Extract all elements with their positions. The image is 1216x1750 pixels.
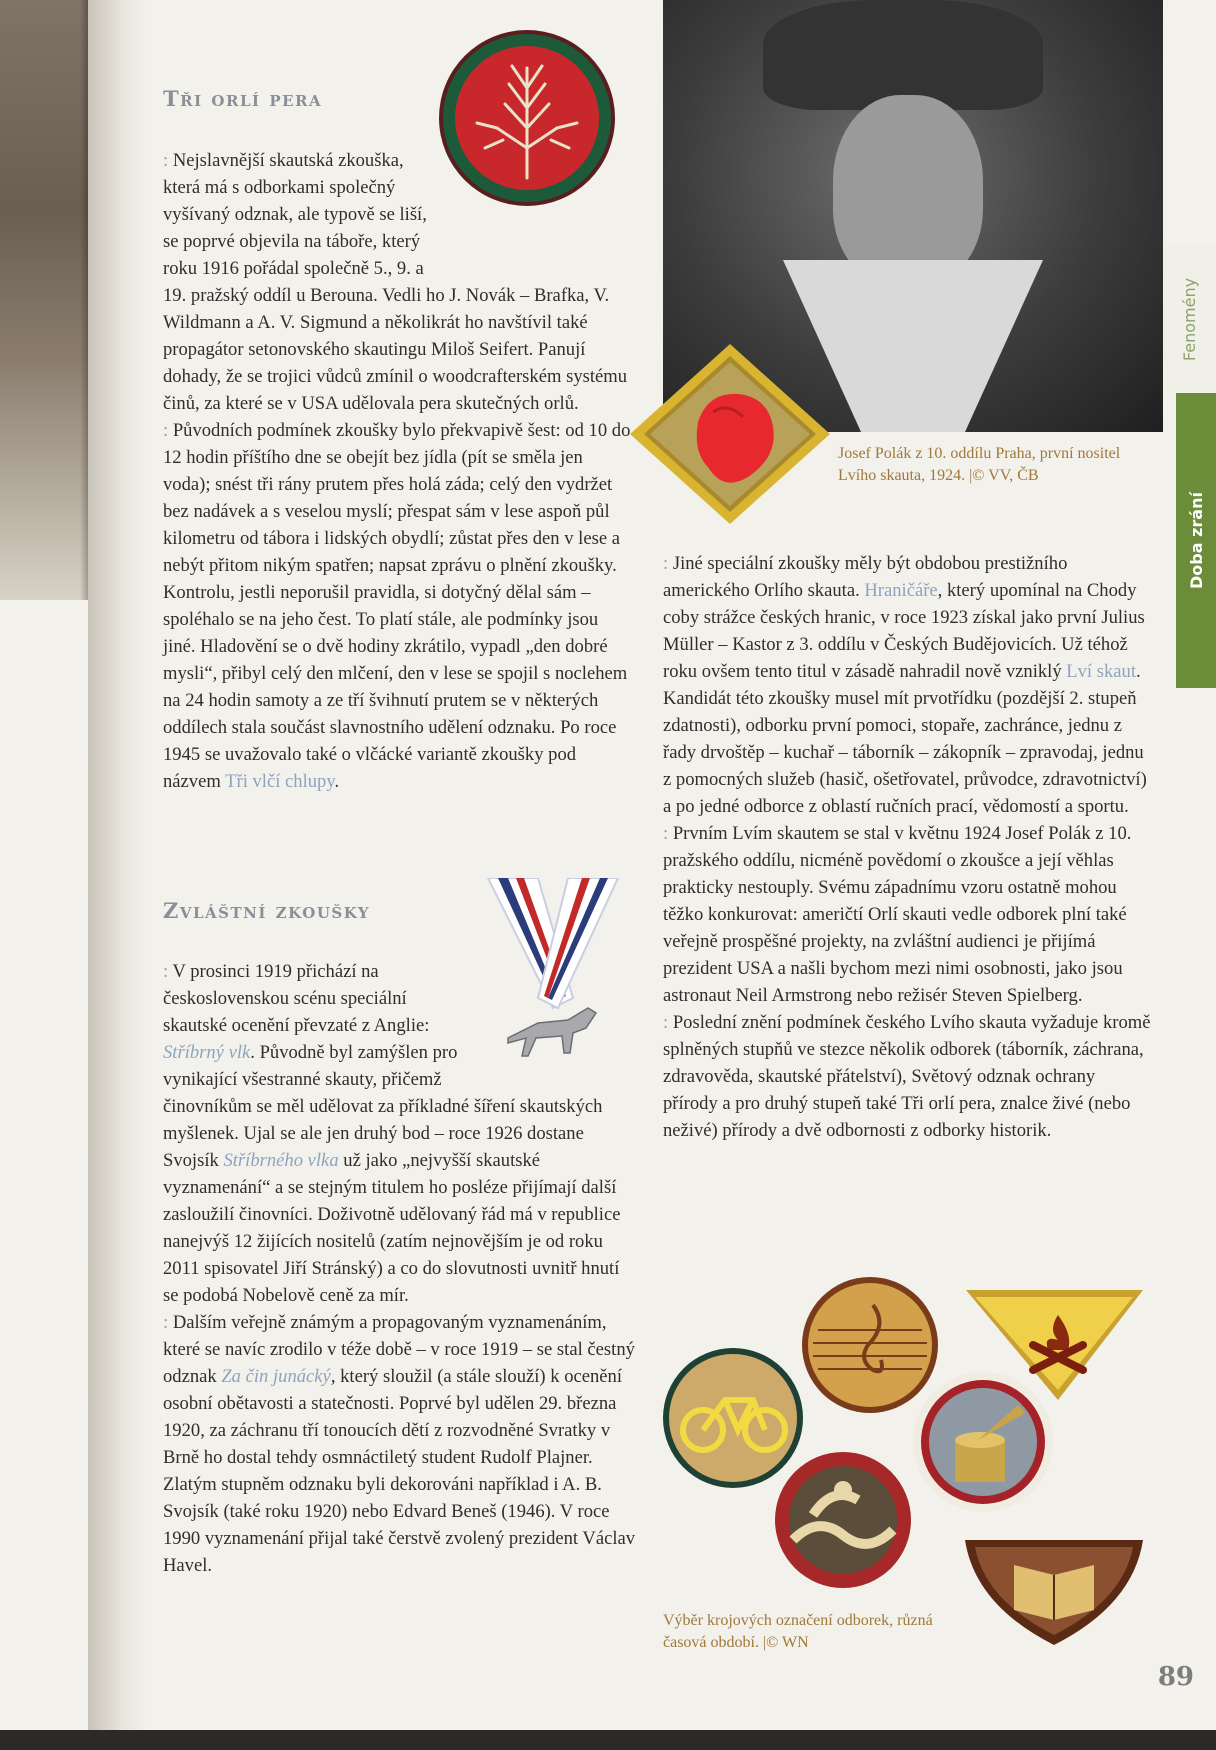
badges-caption: Výběr krojových označení odborek, různá časová období. |© WN	[663, 1612, 933, 1651]
bicycle-patch-icon	[663, 1348, 803, 1488]
paragraph-marker: :	[163, 961, 173, 982]
section-title-zvlastni-zkousky: Zvláštní zkoušky	[163, 898, 371, 923]
paragraph	[163, 147, 633, 417]
right-column-text	[663, 550, 1153, 1144]
paragraph	[663, 550, 1153, 820]
term-tri-vlci-chlupy: Tři vlčí chlupy	[225, 771, 335, 792]
axe-stump-patch-icon	[913, 1372, 1053, 1512]
paragraph-text: . Původně byl zamýšlen pro vynikající všestranné skauty, přičemž činovníkům se měl udělovat za příkladné šíření skautských myšlenek. Ujal se ale jen druhý bod – roce 1926 dostane Svojsík	[163, 1042, 603, 1171]
tab-doba-zrani[interactable]	[1176, 393, 1216, 688]
paragraph-text: .	[334, 771, 340, 792]
paragraph-marker: :	[663, 1012, 673, 1033]
paragraph-text: už jako „nejvyšší skautské vyznamenání“ a se stejným titulem ho posléze přijímají další zasloužilí činovníci. Doživotně udělovaný řád má v republice nanejvýš 12 žijících nositelů (zatím nejnovějším je od roku 2011 spisovatel Jiří Stránský) a co do slovutnosti uvnitř hnutí se podobá Nobelově ceně za mír.	[163, 1150, 621, 1306]
paragraph-marker: :	[163, 150, 173, 171]
term-lvi-skaut: Lví skaut	[1066, 661, 1136, 682]
float-spacer	[433, 147, 633, 257]
paragraph-text: Prvním Lvím skautem se stal v květnu 1924 Josef Polák z 10. pražského oddílu, nicméně povědomí o zkoušce a její věhlas prakticky nestouply. Svému západnímu vzoru ostatně mohou těžko konkurovat: američtí Orlí skauti vedle odborek plní také veřejně prospěšné projekty, na zvláštní audienci je přijímá prezident USA a našli bychom mezi nimi osobnosti, jako jsou astronaut Neil Armstrong nebo režisér Steven Spielberg.	[663, 823, 1132, 1006]
photo-caption: Josef Polák z 10. oddílu Praha, první nositel Lvího skauta, 1924. |© VV, ČB	[838, 445, 1121, 484]
paragraph-text: Poslední znění podmínek českého Lvího skauta vyžaduje kromě splněných stupňů ve stezce několik odborek (táborník, záchrana, zdravověda, skautské přátelství), Světový odznak ochrany přírody a pro druhý stupeň také Tři orlí pera, znalce živé (nebo neživé) přírody a dvě odbornosti z odborky historik.	[663, 1012, 1151, 1141]
tab-label: Fenomény	[1180, 277, 1200, 361]
paragraph-marker: :	[163, 420, 173, 441]
paragraph-text: Jiné speciální zkoušky měly být obdobou prestižního amerického Orlího skauta.	[663, 553, 1068, 601]
previous-page-photo-edge	[0, 0, 88, 600]
merit-badges-collage	[663, 1275, 1153, 1660]
paragraph-text: , který upomínal na Chody coby strážce českých hranic, v roce 1923 získal jako první Julius Müller – Kastor z 3. oddílu v Českých Budějovicích. Už téhož roku ovšem tento titul v zásadě nahradil nově vzniklý	[663, 580, 1145, 682]
term-stribrny-vlk: Stříbrný vlk	[163, 1042, 251, 1063]
swimmer-patch-icon	[775, 1452, 911, 1588]
paragraph-text: . Kandidát této zkoušky musel mít prvotřídku (pozdější 2. stupeň zdatnosti), odborku první pomoci, stopaře, zachránce, jednu z řady drvoštěp – kuchař – táborník – zákopník – zpravodaj, jednu z pomocných služeb (hasič, ošetřovatel, průvodce, zdravotnictví) a po jedné odborce z oblastí ručních prací, vědomostí a sportu.	[663, 661, 1147, 817]
term-hranicar: Hraničáře	[864, 580, 938, 601]
section-orli-text	[163, 147, 633, 795]
page-number: 89	[1157, 1662, 1194, 1692]
tab-label: Doba zrání	[1186, 492, 1206, 589]
paragraph-text: Nejslavnější skautská zkouška, která má s odborkami společný vyšívaný odznak, ale typově se liší, se poprvé objevila na táboře, který roku 1916 pořádal společně 5., 9. a 19. pražský oddíl u Berouna. Vedli ho J. Novák – Brafka, V. Wildmann a A. V. Sigmund a několikrát ho navštívil také propagátor setonovského skautingu Miloš Seifert. Panují dohady, že se trojici vůdců zmínil o woodcrafterském systému činů, za které se v USA udělovala pera skutečných orlů.	[163, 150, 628, 414]
lion-patch-icon	[628, 342, 832, 526]
paragraph-marker: :	[663, 823, 673, 844]
paragraph	[163, 417, 633, 795]
tab-fenomeny[interactable]	[1163, 245, 1216, 393]
paragraph	[663, 820, 1153, 1009]
paragraph-text: Dalším veřejně známým a propagovaným vyznamenáním, které se navíc zrodilo v téže době – v roce 1919 – se stal čestný odznak	[163, 1312, 635, 1387]
paragraph-text: , který sloužil (a stále slouží) k ocenění osobní obětavosti a statečnosti. Poprvé byl udělen 29. března 1920, za záchranu tří tonoucích dětí z rozvodněné Svratky v Brně ho dostal tehdy osmnáctiletý student Rudolf Plajner. Zlatým stupněm odznaku byli dekorováni například i A. B. Svojsík (také roku 1920) nebo Edvard Beneš (1946). V roce 1990 vyznamenání přijal také čerstvě zvolený prezident Václav Havel.	[163, 1366, 636, 1576]
section-zvlastni-text	[163, 958, 638, 1579]
term-za-cin-junacky: Za čin junácký	[221, 1366, 331, 1387]
term-stribrneho-vlka: Stříbrného vlka	[223, 1150, 339, 1171]
paragraph-marker: :	[663, 553, 673, 574]
book-patch-icon	[965, 1540, 1143, 1645]
paragraph-text: V prosinci 1919 přichází na československou scénu speciální skautské ocenění převzaté z Anglie:	[163, 961, 430, 1036]
section-title-tri-orli-pera: Tři orlí pera	[163, 86, 323, 111]
paragraph-text: Původních podmínek zkoušky bylo překvapivě šest: od 10 do 12 hodin příštího dne se obejít bez jídla (pít se směla jen voda); snést tři rány prutem přes holá záda; celý den vydržet bez nadávek a s veselou myslí; přespat sám v lese aspoň půl kilometru od tábora i lidských obydlí; zůstat přes den v lese a nebýt přitom nikým spatřen; napsat zprávu o plnění zkoušky. Kontrolu, jestli neporušil pravidla, si dotyčný dělal sám – spoléhalo se na jeho čest. To platí stále, ale podmínky jsou jiné. Hladovění se o dvě hodiny zkrátilo, vypadl „den dobré mysli“, přibyl celý den mlčení, den v lese se spojil s noclehem na 24 hodin samoty a ze tří švihnutí prutem se v některých oddílech stala součást slavnostního udělení odznaku. Po roce 1945 se uvažovalo také o vlčácké variantě zkoušky pod názvem	[163, 420, 631, 792]
photo-hat-shape	[763, 0, 1043, 110]
music-patch-icon	[802, 1277, 938, 1413]
paragraph	[663, 1009, 1153, 1144]
photo-face-shape	[833, 95, 983, 285]
page-gutter	[88, 0, 148, 1730]
paragraph-marker: :	[163, 1312, 173, 1333]
paragraph	[163, 1309, 638, 1579]
paragraph	[163, 958, 638, 1309]
float-spacer	[473, 958, 638, 1068]
